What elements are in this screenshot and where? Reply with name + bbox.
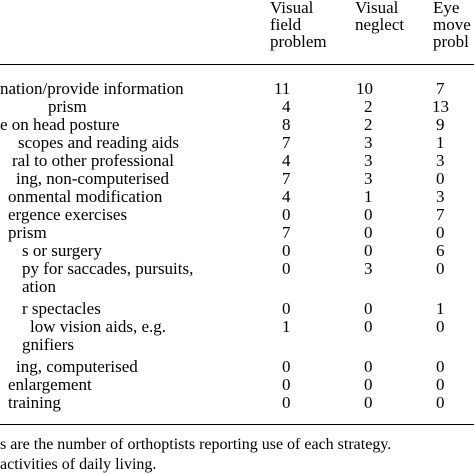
cell-col2: 3 xyxy=(364,169,373,188)
row-label: py for saccades, pursuits, xyxy=(22,259,194,278)
header-visual-neglect: Visual neglect xyxy=(355,0,405,34)
cell-col2: 3 xyxy=(364,259,373,278)
cell-col3: 3 xyxy=(436,151,445,170)
cell-col3: 13 xyxy=(432,97,449,116)
header-visual-field-problem: Visual field problem xyxy=(270,0,327,51)
cell-col3: 6 xyxy=(436,241,445,260)
cell-col1: 0 xyxy=(282,299,291,318)
cell-col1: 0 xyxy=(282,205,291,224)
cell-col2: 2 xyxy=(364,97,373,116)
cell-col2: 0 xyxy=(364,223,373,242)
row-label: nation/provide information xyxy=(0,79,184,98)
cell-col1: 7 xyxy=(282,133,291,152)
row-label-continued: ation xyxy=(22,277,56,296)
row-label: low vision aids, e.g. xyxy=(30,317,166,336)
cell-col2: 1 xyxy=(364,187,373,206)
cell-col3: 1 xyxy=(436,133,445,152)
cell-col1: 8 xyxy=(282,115,291,134)
cell-col2: 0 xyxy=(364,375,373,394)
row-label: ing, non-computerised xyxy=(16,169,169,188)
cell-col2: 0 xyxy=(364,299,373,318)
cell-col2: 3 xyxy=(364,133,373,152)
cell-col3: 7 xyxy=(436,205,445,224)
cell-col2: 0 xyxy=(364,357,373,376)
cell-col1: 0 xyxy=(282,259,291,278)
cell-col3: 9 xyxy=(436,115,445,134)
cell-col3: 0 xyxy=(436,393,445,412)
cell-col1: 1 xyxy=(282,317,291,336)
row-label: training xyxy=(8,393,61,412)
cell-col3: 0 xyxy=(436,169,445,188)
cell-col1: 7 xyxy=(282,169,291,188)
cell-col3: 0 xyxy=(436,259,445,278)
cell-col2: 0 xyxy=(364,241,373,260)
cell-col1: 4 xyxy=(282,187,291,206)
cell-col1: 4 xyxy=(282,97,291,116)
row-label: prism xyxy=(48,97,87,116)
cell-col2: 0 xyxy=(364,317,373,336)
row-label: enlargement xyxy=(8,375,92,394)
row-label: e on head posture xyxy=(0,115,120,134)
footnote-2: activities of daily living. xyxy=(0,456,157,473)
cell-col2: 10 xyxy=(356,79,373,98)
cell-col1: 0 xyxy=(282,393,291,412)
row-label: r spectacles xyxy=(22,299,101,318)
cell-col2: 2 xyxy=(364,115,373,134)
bottom-rule xyxy=(0,424,474,425)
header-eye-movement-problem: Eye move probl xyxy=(433,0,471,51)
cell-col1: 4 xyxy=(282,151,291,170)
cell-col2: 3 xyxy=(364,151,373,170)
cell-col1: 0 xyxy=(282,241,291,260)
row-label: s or surgery xyxy=(22,241,102,260)
cell-col3: 1 xyxy=(436,299,445,318)
row-label-continued: gnifiers xyxy=(22,335,74,354)
header-rule xyxy=(0,64,474,65)
cell-col1: 0 xyxy=(282,375,291,394)
cell-col3: 0 xyxy=(436,317,445,336)
cell-col3: 0 xyxy=(436,375,445,394)
cell-col3: 7 xyxy=(436,79,445,98)
footnote-1: s are the number of orthoptists reporting use of each strategy. xyxy=(0,436,392,453)
cell-col1: 11 xyxy=(274,79,291,98)
row-label: ral to other professional xyxy=(12,151,174,170)
row-label: ing, computerised xyxy=(16,357,138,376)
cell-col1: 7 xyxy=(282,223,291,242)
cell-col1: 0 xyxy=(282,357,291,376)
row-label: ergence exercises xyxy=(8,205,128,224)
row-label: prism xyxy=(8,223,47,242)
cell-col3: 0 xyxy=(436,223,445,242)
cell-col2: 0 xyxy=(364,393,373,412)
row-label: scopes and reading aids xyxy=(18,133,179,152)
cell-col3: 0 xyxy=(436,357,445,376)
cell-col3: 3 xyxy=(436,187,445,206)
cell-col2: 0 xyxy=(364,205,373,224)
row-label: onmental modification xyxy=(8,187,163,206)
